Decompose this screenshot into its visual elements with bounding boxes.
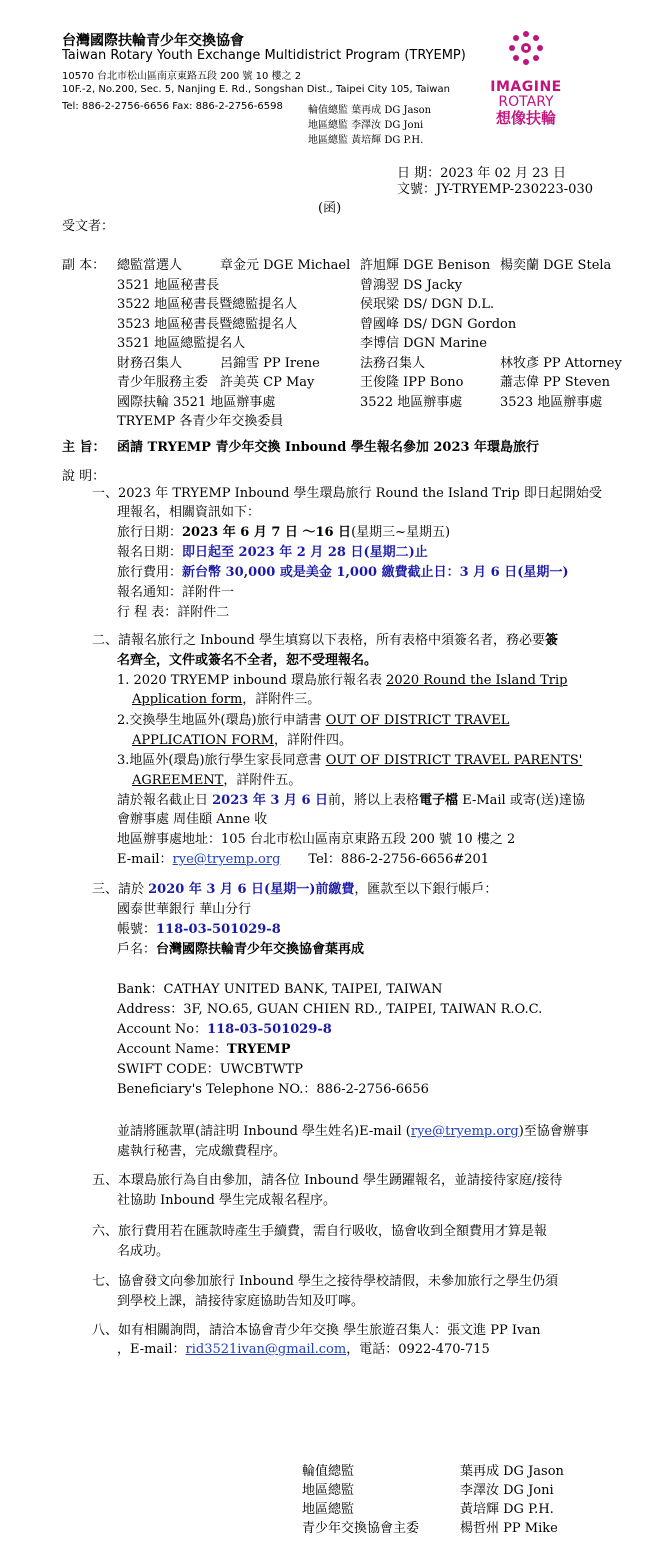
cc-cell-r1-c0: 3521 地區秘書長: [117, 277, 220, 293]
s2-deadline-a: 請於報名截止日: [117, 793, 213, 808]
cc-cell-r3-c0: 3523 地區秘書長暨總監提名人: [117, 316, 298, 332]
logo-imagine: IMAGINE: [490, 79, 562, 95]
fee-label: 旅行費用：: [117, 565, 183, 580]
s3-address-en: Address：3F, NO.65, GUAN CHIEN RD., TAIPEI, TAIWAN R.O.C.: [117, 1002, 543, 1017]
cc-cell-r0-c1: 章金元 DGE Michael: [220, 258, 351, 273]
s1-reg-date: [117, 543, 428, 562]
s8-phone: ，電話：0922-470-715: [346, 1342, 490, 1357]
s2-item3-form-a: OUT OF DISTRICT TRAVEL PARENTS': [325, 753, 583, 768]
signature-name-1: 李澤汝 DG Joni: [460, 1483, 554, 1498]
s3-account-label: 帳號：: [117, 922, 157, 937]
s3-deadline: 2020 年 3 月 6 日(星期一)前繳費: [148, 882, 355, 897]
reg-date-value: 即日起至 2023 年 2 月 28 日(星期二)止: [182, 545, 428, 560]
s3-bank-zh: 國泰世華銀行 華山分行: [117, 902, 252, 917]
s8-line1: 八、如有相關詢問，請洽本協會青少年交換 學生旅遊召集人：張文進 PP Ivan: [92, 1323, 541, 1338]
s2-item3-label: 3.地區外(環島)旅行學生家長同意書: [117, 753, 326, 768]
s2-line1: [92, 631, 558, 650]
cc-cell-r0-c2: 許旭輝 DGE Benison: [360, 258, 491, 273]
org-name-en: Taiwan Rotary Youth Exchange Multidistrict Program (TRYEMP): [62, 48, 466, 63]
s1-notice: 報名通知：詳附件一: [117, 585, 235, 600]
s2-item3-attach: ，詳附件五。: [223, 773, 302, 788]
s2-item1: [117, 671, 567, 690]
header-governor-1: 輪值總監 葉再成 DG Jason: [308, 105, 432, 116]
s5-line2: 社協助 Inbound 學生完成報名程序。: [117, 1193, 336, 1208]
cc-cell-r7-c0: 國際扶輪 3521 地區辦事處: [117, 394, 276, 410]
s3-name-zh: [117, 940, 364, 959]
s5-line1: 五、本環島旅行為自由參加，請各位 Inbound 學生踴躍報名，並請接待家庭/接待: [92, 1173, 563, 1188]
s8-line2: [117, 1340, 490, 1359]
s3-remit-line1: [117, 1122, 589, 1141]
s3-account-en-label: Account No：: [117, 1022, 208, 1037]
signature-title-3: 青少年交換協會主委: [302, 1521, 420, 1536]
s6-line1: 六、旅行費用若在匯款時產生手續費，需自行吸收，協會收到全額費用才算是報: [92, 1224, 548, 1239]
s3-remit-email-link[interactable]: rye@tryemp.org: [410, 1124, 519, 1139]
s2-contact: [117, 850, 489, 869]
org-tel-fax: Tel: 886-2-2756-6656 Fax: 886-2-2756-6598: [62, 101, 283, 112]
cc-cell-r4-c0: 3521 地區總監提名人: [117, 336, 246, 351]
s2-deadline-c: 前，將以上表格: [328, 793, 420, 808]
cc-cell-r8-c0: TRYEMP 各青少年交換委員: [117, 414, 284, 429]
s3-line1-c: ，匯款至以下銀行帳戶：: [354, 882, 498, 897]
imagine-rotary-logo: [488, 30, 564, 127]
signature-name-3: 楊哲州 PP Mike: [460, 1521, 558, 1536]
s2-item2: [117, 711, 509, 730]
fee-value: 新台幣 30,000 或是美金 1,000 繳費截止日：3 月 6 日(星期一): [182, 565, 569, 580]
s3-account-en-number: 118-03-501029-8: [207, 1022, 332, 1037]
signature-title-1: 地區總監: [302, 1483, 355, 1498]
s1-fee: [117, 563, 569, 582]
s2-item2-label: 2.交換學生地區外(環島)旅行申請書: [117, 713, 326, 728]
s1-itinerary: 行 程 表：詳附件二: [117, 605, 230, 620]
cc-cell-r7-c3: 3523 地區辦事處: [500, 394, 603, 410]
doc-number: 文號：JY-TRYEMP-230223-030: [397, 182, 593, 197]
cc-cell-r2-c2: 侯珉梁 DS/ DGN D.L.: [360, 297, 495, 312]
s2-item2-cont: [132, 731, 352, 750]
cc-cell-r0-c3: 楊奕蘭 DGE Stela: [500, 258, 612, 273]
s3-bank-en: Bank：CATHAY UNITED BANK, TAIPEI, TAIWAN: [117, 982, 443, 997]
signature-title-2: 地區總監: [302, 1502, 355, 1517]
s3-line1: [92, 880, 497, 899]
org-address-en: 10F.-2, No.200, Sec. 5, Nanjing E. Rd., Songshan Dist., Taipei City 105, Taiwan: [62, 84, 450, 95]
cc-cell-r1-c2: 曾鴻翌 DS Jacky: [360, 277, 463, 293]
s3-account-zh: [117, 920, 281, 939]
s2-line1-text: 二、請報名旅行之 Inbound 學生填寫以下表格，所有表格中須簽名者，務必要: [92, 633, 545, 648]
signature-title-0: 輪值總監: [302, 1464, 355, 1479]
recipient-label: 受文者：: [62, 219, 115, 234]
s2-item1-label: 1. 2020 TRYEMP inbound 環島旅行報名表: [117, 673, 387, 688]
s2-line2: 名齊全，文件或簽名不全者，恕不受理報名。: [117, 653, 378, 668]
cc-cell-r2-c0: 3522 地區秘書長暨總監提名人: [117, 297, 298, 312]
s8-email-link[interactable]: rid3521ivan@gmail.com: [185, 1342, 347, 1357]
s1-line1: 一、2023 年 TRYEMP Inbound 學生環島旅行 Round the Island Trip 即日起開始受: [92, 486, 602, 501]
s7-line1: 七、協會發文向參加旅行 Inbound 學生之接待學校請假，未參加旅行之學生仍須: [92, 1274, 558, 1289]
cc-cell-r5-c1: 呂錦雪 PP Irene: [220, 355, 320, 371]
cc-cell-r7-c2: 3522 地區辦事處: [360, 394, 463, 410]
org-name-zh: 台灣國際扶輪青少年交換協會: [62, 33, 244, 49]
s2-item1-cont: [132, 690, 320, 709]
org-address-zh: 10570 台北市松山區南京東路五段 200 號 10 樓之 2: [62, 71, 302, 82]
cc-label: 副 本：: [62, 258, 106, 273]
s2-office-address: 地區辦事處地址：105 台北市松山區南京東路五段 200 號 10 樓之 2: [117, 832, 516, 847]
s3-account-name-label: Account Name：: [117, 1042, 228, 1057]
signature-name-0: 葉再成 DG Jason: [460, 1464, 564, 1479]
s1-line2: 理報名，相關資訊如下：: [117, 505, 261, 520]
s2-item3-form-b: AGREEMENT: [132, 773, 224, 788]
logo-rotary: ROTARY: [498, 94, 554, 110]
s7-line2: 到學校上課，請接待家庭協助告知及叮嚀。: [117, 1294, 365, 1309]
reg-date-label: 報名日期：: [117, 545, 183, 560]
cc-cell-r6-c1: 許美英 CP May: [220, 375, 315, 390]
subject-text: 函請 TRYEMP 青少年交換 Inbound 學生報名參加 2023 年環島旅行: [117, 440, 540, 455]
s2-deadline-e: E-Mail 或寄(送)達協: [458, 793, 585, 808]
doc-type: (函): [318, 201, 342, 216]
s3-name-value: 台灣國際扶輪青少年交換協會葉再成: [156, 942, 365, 957]
s3-line1-a: 三、請於: [92, 882, 149, 897]
cc-cell-r5-c3: 林牧彥 PP Attorney: [500, 355, 622, 371]
s2-line1-bold: 簽: [545, 633, 559, 648]
cc-cell-r6-c3: 蕭志偉 PP Steven: [500, 375, 610, 390]
s3-account-name-en: [117, 1040, 290, 1059]
s2-deadline: [117, 791, 585, 810]
s2-item1-form-a: 2020 Round the Island Trip: [386, 673, 568, 688]
s2-item3-cont: [132, 771, 301, 790]
logo-zh: 想像扶輪: [495, 109, 556, 127]
s2-email-link[interactable]: rye@tryemp.org: [172, 852, 281, 867]
s3-remit-c: )至協會辦事: [518, 1124, 589, 1139]
s2-tel: Tel：886-2-2756-6656#201: [308, 852, 490, 867]
s3-account-en: [117, 1020, 332, 1039]
s2-item1-form-b: Application form: [132, 692, 243, 707]
s3-beneficiary-tel: Beneficiary's Telephone NO.：886-2-2756-6656: [117, 1082, 429, 1097]
s2-deadline-cont: 會辦事處 周佳頤 Anne 收: [117, 812, 268, 827]
cc-cell-r6-c2: 王俊隆 IPP Bono: [360, 375, 464, 390]
cc-cell-r5-c2: 法務召集人: [360, 355, 426, 371]
trip-date-label: 旅行日期：: [117, 525, 183, 540]
header-governor-3: 地區總監 黃培輝 DG P.H.: [308, 135, 424, 146]
s2-deadline-date: 2023 年 3 月 6 日: [212, 793, 329, 808]
s3-remit-line2: 處執行秘書，完成繳費程序。: [117, 1144, 287, 1159]
s2-deadline-electronic: 電子檔: [419, 793, 459, 808]
s3-account-name-value: TRYEMP: [227, 1042, 291, 1057]
s1-trip-date: [117, 523, 450, 542]
trip-date-extra: (星期三~星期五): [351, 525, 451, 540]
s2-item2-form-b: APPLICATION FORM: [132, 733, 275, 748]
s3-name-label: 戶名：: [117, 942, 157, 957]
cc-cell-r0-c0: 總監當選人: [117, 258, 183, 273]
s2-item3: [117, 751, 582, 770]
subject-label: 主 旨：: [62, 440, 106, 455]
s6-line2: 名成功。: [117, 1244, 170, 1259]
s8-email-label: ，E-mail：: [117, 1342, 186, 1357]
explain-label: 說 明：: [62, 469, 106, 484]
cc-cell-r6-c0: 青少年服務主委: [117, 375, 209, 390]
trip-date-value: 2023 年 6 月 7 日 ～16 日: [182, 525, 352, 540]
s2-item1-attach: ，詳附件三。: [242, 692, 321, 707]
s2-item2-form-a: OUT OF DISTRICT TRAVEL: [325, 713, 510, 728]
header-governor-2: 地區總監 李澤汝 DG Joni: [308, 120, 424, 131]
doc-date: 日 期：2023 年 02 月 23 日: [397, 166, 566, 181]
rotary-wheel-icon: [508, 30, 544, 66]
signature-name-2: 黃培輝 DG P.H.: [460, 1502, 554, 1517]
s3-swift: SWIFT CODE：UWCBTWTP: [117, 1062, 304, 1077]
s2-item2-attach: ，詳附件四。: [274, 733, 353, 748]
s2-email-label: E-mail：: [117, 852, 173, 867]
cc-cell-r4-c2: 李博信 DGN Marine: [360, 336, 487, 351]
s3-remit-a: 並請將匯款單(請註明 Inbound 學生姓名)E-mail (: [117, 1124, 411, 1139]
cc-cell-r5-c0: 財務召集人: [117, 355, 183, 371]
cc-cell-r3-c2: 曾國峰 DS/ DGN Gordon: [360, 316, 517, 332]
s3-account-number: 118-03-501029-8: [156, 922, 281, 937]
